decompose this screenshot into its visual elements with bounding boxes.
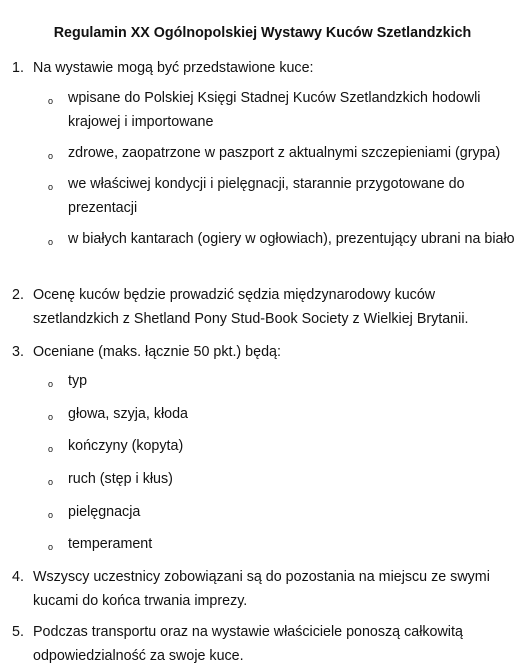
item-number: 3. bbox=[12, 344, 24, 360]
sub-item: typ bbox=[68, 373, 88, 389]
bullet-icon: o bbox=[48, 237, 54, 247]
bullet-icon: o bbox=[48, 96, 54, 106]
sub-item: kończyny (kopyta) bbox=[68, 438, 184, 454]
sub-item: we właściwej kondycji i pielęgnacji, starannie przygotowane do prezentacji bbox=[68, 176, 465, 216]
bullet-icon: o bbox=[48, 182, 54, 192]
item-text: Na wystawie mogą być przedstawione kuce: bbox=[33, 60, 314, 76]
sub-item: pielęgnacja bbox=[68, 504, 141, 520]
bullet-icon: o bbox=[48, 379, 54, 389]
document-title: Regulamin XX Ogólnopolskiej Wystawy Kuców Szetlandzkich bbox=[53, 25, 472, 41]
item-number: 4. bbox=[12, 569, 24, 585]
bullet-icon: o bbox=[48, 542, 54, 552]
sub-item: zdrowe, zaopatrzone w paszport z aktualnymi szczepieniami (grypa) bbox=[68, 145, 501, 161]
item-text: Podczas transportu oraz na wystawie właściciele ponoszą całkowitą odpowiedzialność za swoje kuce. bbox=[33, 624, 463, 664]
item-number: 5. bbox=[12, 624, 24, 640]
bullet-icon: o bbox=[48, 151, 54, 161]
item-number: 1. bbox=[12, 60, 24, 76]
bullet-icon: o bbox=[48, 510, 54, 520]
item-text: Oceniane (maks. łącznie 50 pkt.) będą: bbox=[33, 344, 281, 360]
sub-item: ruch (stęp i kłus) bbox=[68, 471, 173, 487]
item-text: Wszyscy uczestnicy zobowiązani są do pozostania na miejscu ze swymi kucami do końca trwania imprezy. bbox=[33, 569, 490, 609]
bullet-icon: o bbox=[48, 412, 54, 422]
sub-item: w białych kantarach (ogiery w ogłowiach), prezentujący ubrani na biało bbox=[68, 231, 515, 247]
item-number: 2. bbox=[12, 287, 24, 303]
bullet-icon: o bbox=[48, 444, 54, 454]
sub-item: głowa, szyja, kłoda bbox=[68, 406, 188, 422]
sub-item: wpisane do Polskiej Księgi Stadnej Kuców Szetlandzkich hodowli krajowej i importowane bbox=[68, 90, 481, 130]
item-text: Ocenę kuców będzie prowadzić sędzia międzynarodowy kuców szetlandzkich z Shetland Pony Stud-Book Society z Wielkiej Brytanii. bbox=[33, 287, 469, 327]
sub-item: temperament bbox=[68, 536, 153, 552]
bullet-icon: o bbox=[48, 477, 54, 487]
